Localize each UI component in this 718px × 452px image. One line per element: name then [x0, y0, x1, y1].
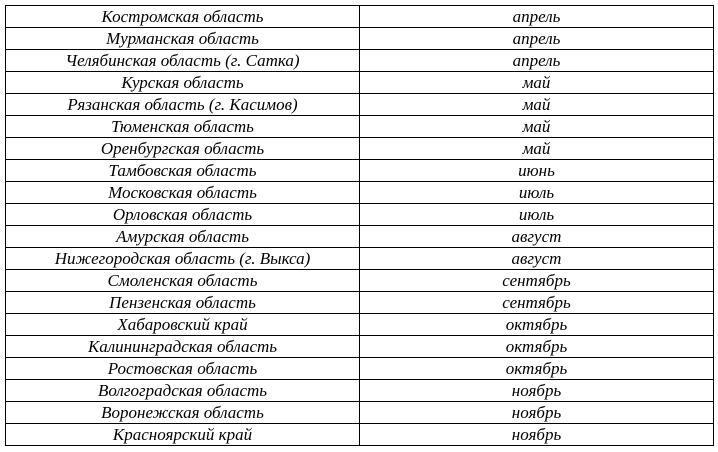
month-cell: апрель — [360, 50, 714, 72]
region-cell: Нижегородская область (г. Выкса) — [6, 248, 360, 270]
month-cell: ноябрь — [360, 380, 714, 402]
month-cell: июль — [360, 204, 714, 226]
region-cell: Пензенская область — [6, 292, 360, 314]
month-cell: май — [360, 94, 714, 116]
table-row — [6, 116, 714, 138]
month-cell: май — [360, 138, 714, 160]
table-row — [6, 28, 714, 50]
table-row — [6, 226, 714, 248]
month-cell: ноябрь — [360, 424, 714, 446]
month-cell: август — [360, 248, 714, 270]
month-cell: апрель — [360, 6, 714, 28]
table-row — [6, 248, 714, 270]
table-row — [6, 380, 714, 402]
region-cell: Ростовская область — [6, 358, 360, 380]
table-row — [6, 6, 714, 28]
region-cell: Волгоградская область — [6, 380, 360, 402]
region-cell: Московская область — [6, 182, 360, 204]
region-cell: Хабаровский край — [6, 314, 360, 336]
table-body — [6, 6, 714, 446]
region-schedule-table — [5, 5, 714, 446]
month-cell: ноябрь — [360, 402, 714, 424]
month-cell: октябрь — [360, 314, 714, 336]
table-row — [6, 138, 714, 160]
region-cell: Красноярский край — [6, 424, 360, 446]
region-cell: Рязанская область (г. Касимов) — [6, 94, 360, 116]
month-cell: май — [360, 72, 714, 94]
table-row — [6, 314, 714, 336]
region-cell: Смоленская область — [6, 270, 360, 292]
month-cell: октябрь — [360, 358, 714, 380]
region-cell: Орловская область — [6, 204, 360, 226]
month-cell: сентябрь — [360, 270, 714, 292]
region-cell: Тамбовская область — [6, 160, 360, 182]
region-cell: Оренбургская область — [6, 138, 360, 160]
region-cell: Воронежская область — [6, 402, 360, 424]
table-row — [6, 358, 714, 380]
table-row — [6, 204, 714, 226]
month-cell: апрель — [360, 28, 714, 50]
month-cell: август — [360, 226, 714, 248]
table-row — [6, 182, 714, 204]
month-cell: сентябрь — [360, 292, 714, 314]
region-cell: Курская область — [6, 72, 360, 94]
region-cell: Мурманская область — [6, 28, 360, 50]
table-row — [6, 94, 714, 116]
table-row — [6, 270, 714, 292]
table-row — [6, 50, 714, 72]
month-cell: июнь — [360, 160, 714, 182]
month-cell: октябрь — [360, 336, 714, 358]
month-cell: май — [360, 116, 714, 138]
region-cell: Тюменская область — [6, 116, 360, 138]
region-cell: Амурская область — [6, 226, 360, 248]
table-row — [6, 292, 714, 314]
month-cell: июль — [360, 182, 714, 204]
table-row — [6, 336, 714, 358]
region-cell: Челябинская область (г. Сатка) — [6, 50, 360, 72]
table-row — [6, 424, 714, 446]
table-row — [6, 160, 714, 182]
table-row — [6, 72, 714, 94]
table-row — [6, 402, 714, 424]
region-cell: Калининградская область — [6, 336, 360, 358]
region-cell: Костромская область — [6, 6, 360, 28]
